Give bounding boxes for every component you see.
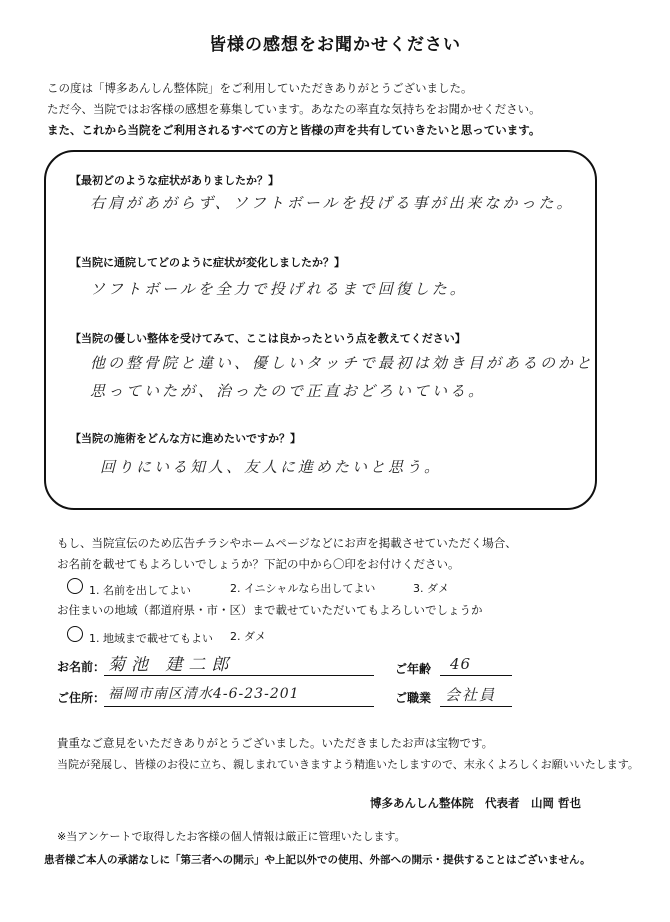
consent-line-1: もし、当院宣伝のため広告チラシやホームページなどにお声を掲載させていただく場合、: [57, 536, 517, 550]
closing-line-2: 当院が発展し、皆様のお役に立ち、親しまれていきますよう精進いたしますので、末永くよろしくお願いいたします。: [57, 758, 639, 771]
area-question: お住まいの地域（都道府県・市・区）まで載せていただいてもよろしいでしょうか: [57, 603, 483, 617]
closing-line-1: 貴重なご意見をいただきありがとうございました。いただきましたお声は宝物です。: [57, 736, 494, 750]
question-3-label: 【当院の優しい整体を受けてみて、ここは良かったという点を教えてください】: [70, 332, 466, 345]
question-4-answer: 回りにいる知人、友人に進めたいと思う。: [100, 458, 443, 476]
job-value: 会社員: [445, 686, 497, 704]
consent-line-2: お名前を載せてもよろしいでしょうか？下記の中から〇印をお付けください。: [57, 557, 460, 571]
name-option-1: 1. 名前を出してよい: [67, 578, 191, 598]
selection-circle-icon: [67, 578, 83, 594]
privacy-note-2: 患者様ご本人の承諾なしに「第三者への開示」や上記以外での使用、外部への開示・提供することはございません。: [44, 854, 591, 866]
name-label: お名前：: [57, 660, 106, 674]
privacy-note-1: ※当アンケートで取得したお客様の個人情報は厳正に管理いたします。: [57, 830, 406, 843]
question-1-answer: 右肩があがらず、ソフトボールを投げる事が出来なかった。: [90, 194, 575, 212]
age-underline: [440, 675, 512, 676]
address-value: 福岡市南区清水4-6-23-201: [108, 686, 300, 702]
age-label: ご年齢: [395, 662, 432, 676]
question-1-label: 【最初どのような症状がありましたか？】: [70, 174, 279, 187]
page-title: 皆様の感想をお聞かせください: [209, 35, 461, 55]
address-underline: [104, 706, 374, 707]
question-3-answer-line-1: 他の整骨院と違い、優しいタッチで最初は効き目があるのかと: [90, 354, 595, 372]
signature: 博多あんしん整体院 代表者 山岡 哲也: [370, 796, 582, 810]
intro-line-3: また、これから当院をご利用されるすべての方と皆様の声を共有していきたいと思っています。: [47, 123, 541, 137]
name-value: 菊池 建二郎: [108, 655, 235, 675]
selection-circle-icon: [67, 626, 83, 642]
job-underline: [440, 706, 512, 707]
job-label: ご職業: [395, 691, 432, 705]
question-2-label: 【当院に通院してどのように症状が変化しましたか？】: [70, 256, 345, 269]
question-4-label: 【当院の施術をどんな方に進めたいですか？】: [70, 432, 301, 445]
name-option-3: 3. ダメ: [413, 582, 449, 595]
area-option-1: 1. 地域まで載せてもよい: [67, 626, 213, 646]
address-label: ご住所：: [57, 691, 106, 705]
intro-line-2: ただ今、当院ではお客様の感想を募集しています。あなたの率直な気持ちをお聞かせください。: [47, 102, 541, 116]
area-option-2: 2. ダメ: [230, 630, 266, 643]
question-3-answer-line-2: 思っていたが、治ったので正直おどろいている。: [90, 382, 487, 400]
name-option-2: 2. イニシャルなら出してよい: [230, 582, 376, 595]
name-underline: [104, 675, 374, 676]
question-2-answer: ソフトボールを全力で投げれるまで回復した。: [90, 280, 468, 298]
age-value: 46: [450, 655, 472, 673]
intro-line-1: この度は「博多あんしん整体院」をご利用していただきありがとうございました。: [47, 81, 473, 95]
